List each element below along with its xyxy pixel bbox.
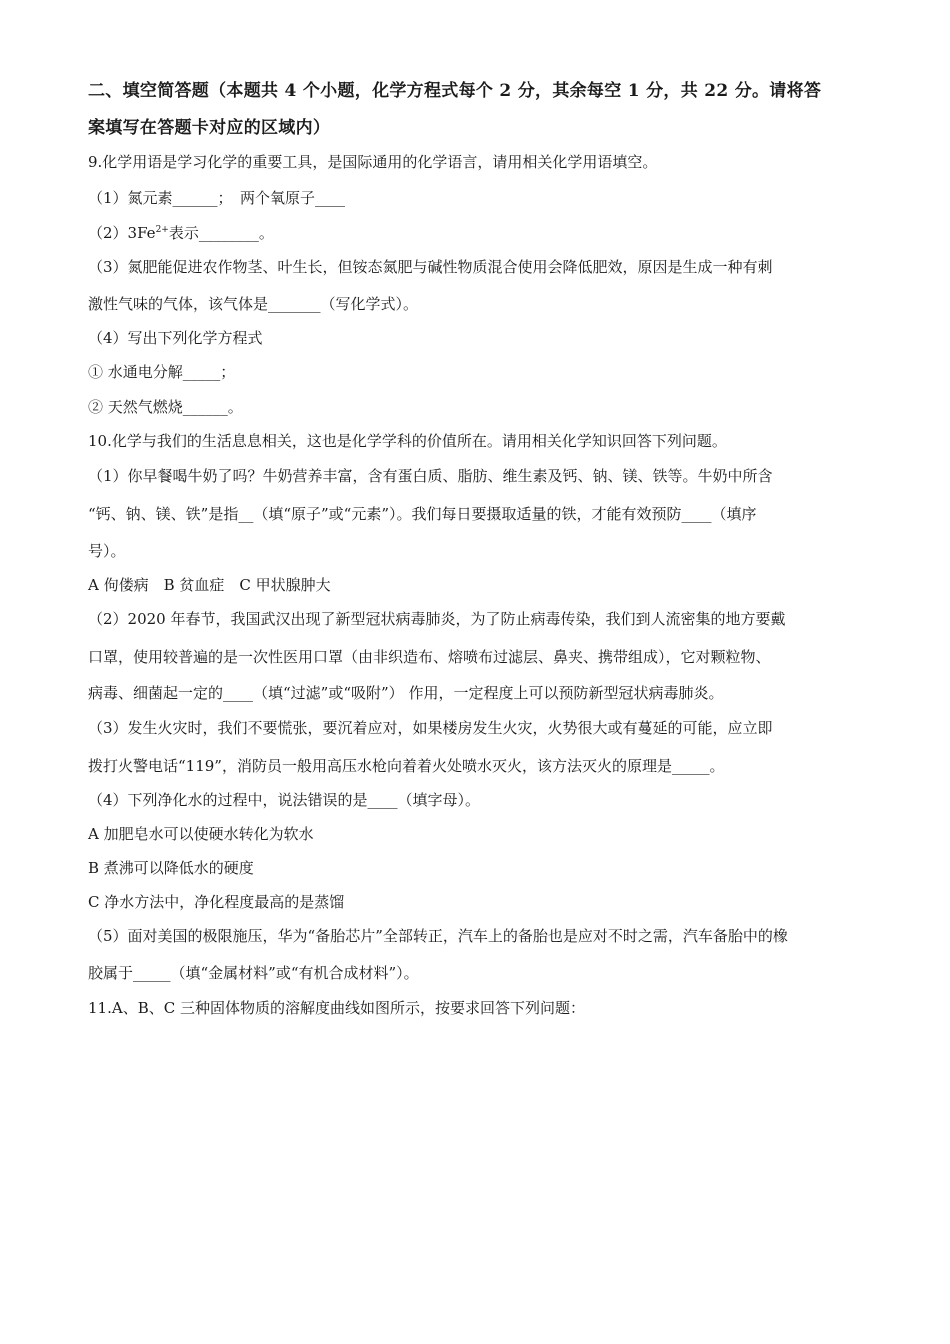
question-10-part-1-line1: （1）你早餐喝牛奶了吗？牛奶营养丰富，含有蛋白质、脂肪、维生素及钙、钠、镁、铁等。牛奶中所含 bbox=[88, 467, 773, 485]
question-10-part-3-line2: 拨打火警电话“119”，消防员一般用高压水枪向着着火处喷水灭火，该方法灭火的原理是_____。 bbox=[88, 757, 725, 775]
question-9-part-2-prefix: （2）3Fe bbox=[88, 224, 156, 242]
question-10-part-1-line2: “钙、钠、镁、铁”是指__（填“原子”或“元素”）。我们每日要摄取适量的铁，才能有效预防____（填序 bbox=[88, 505, 757, 523]
question-10-part-1-options: A 佝偻病 B 贫血症 C 甲状腺肿大 bbox=[88, 576, 331, 594]
question-9-part-3-line1: （3）氮肥能促进农作物茎、叶生长，但铵态氮肥与碱性物质混合使用会降低肥效，原因是生成一种有刺 bbox=[88, 258, 773, 276]
question-10-part-4-option-a: A 加肥皂水可以使硬水转化为软水 bbox=[88, 825, 314, 843]
question-9-part-2-suffix: 表示________。 bbox=[168, 224, 274, 242]
question-10-part-3-line1: （3）发生火灾时，我们不要慌张，要沉着应对，如果楼房发生火灾，火势很大或有蔓延的可能，应立即 bbox=[88, 719, 773, 737]
question-10-part-5-line1: （5）面对美国的极限施压，华为“备胎芯片”全部转正，汽车上的备胎也是应对不时之需，汽车备胎中的橡 bbox=[88, 927, 788, 945]
question-10-part-4: （4）下列净化水的过程中，说法错误的是____（填字母）。 bbox=[88, 791, 481, 809]
question-10-stem: 10.化学与我们的生活息息相关，这也是化学学科的价值所在。请用相关化学知识回答下列问题。 bbox=[88, 432, 727, 450]
question-9-part-2 bbox=[88, 223, 274, 243]
section-heading-line2: 案填写在答题卡对应的区域内） bbox=[88, 118, 331, 138]
ion-charge-superscript: 2+ bbox=[155, 225, 169, 235]
question-9-part-4: （4）写出下列化学方程式 bbox=[88, 329, 263, 347]
question-9-part-4-item-1: ① 水通电分解_____； bbox=[88, 363, 236, 381]
question-9-stem: 9.化学用语是学习化学的重要工具，是国际通用的化学语言，请用相关化学用语填空。 bbox=[88, 153, 658, 171]
question-10-part-2-line2: 口罩，使用较普遍的是一次性医用口罩（由非织造布、熔喷布过滤层、鼻夹、携带组成），它对颗粒物、 bbox=[88, 648, 771, 666]
question-10-part-1-line3: 号）。 bbox=[88, 542, 126, 560]
question-10-part-4-option-c: C 净水方法中，净化程度最高的是蒸馏 bbox=[88, 893, 345, 911]
question-11-stem: 11.A、B、C 三种固体物质的溶解度曲线如图所示，按要求回答下列问题： bbox=[88, 999, 585, 1017]
section-heading-line1: 二、填空简答题（本题共 4 个小题，化学方程式每个 2 分，其余每空 1 分，共 22 分。请将答 bbox=[88, 81, 822, 101]
question-9-part-3-line2: 激性气味的气体，该气体是_______（写化学式）。 bbox=[88, 295, 419, 313]
question-9-part-1: （1）氮元素______； 两个氧原子____ bbox=[88, 189, 346, 207]
question-10-part-2-line1: （2）2020 年春节，我国武汉出现了新型冠状病毒肺炎，为了防止病毒传染，我们到人流密集的地方要戴 bbox=[88, 610, 786, 628]
question-10-part-5-line2: 胶属于_____（填“金属材料”或“有机合成材料”）。 bbox=[88, 964, 419, 982]
question-10-part-2-line3: 病毒、细菌起一定的____（填“过滤”或“吸附”） 作用，一定程度上可以预防新型冠状病毒肺炎。 bbox=[88, 684, 724, 702]
question-9-part-4-item-2: ② 天然气燃烧______。 bbox=[88, 398, 243, 416]
question-10-part-4-option-b: B 煮沸可以降低水的硬度 bbox=[88, 859, 254, 877]
